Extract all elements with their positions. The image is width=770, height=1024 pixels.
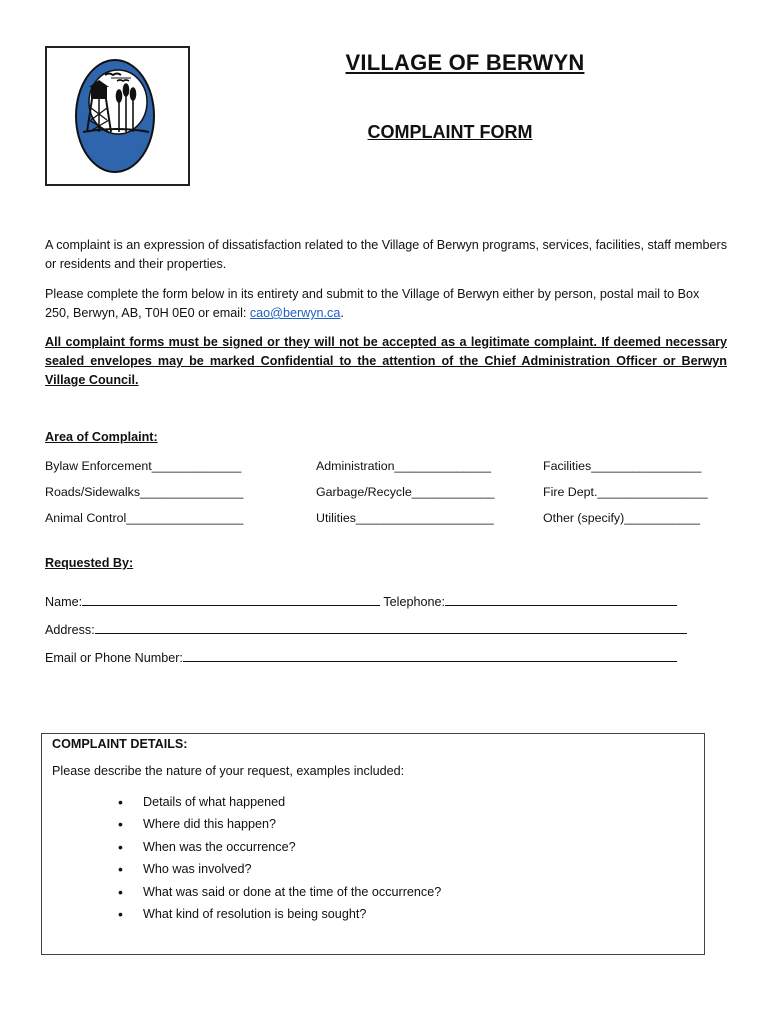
examples-list: [118, 793, 441, 927]
village-logo-icon: [47, 48, 188, 184]
option-roads-sidewalks[interactable]: Roads/Sidewalks_______________: [45, 485, 244, 499]
list-item: • Who was involved?: [118, 860, 441, 882]
list-item: • What was said or done at the time of the occurrence?: [118, 883, 441, 905]
option-bylaw-enforcement[interactable]: Bylaw Enforcement_____________: [45, 459, 242, 473]
address-field[interactable]: [95, 621, 687, 634]
option-garbage-recycle[interactable]: Garbage/Recycle____________: [316, 485, 495, 499]
option-facilities[interactable]: Facilities________________: [543, 459, 702, 473]
email-phone-row: [45, 649, 677, 665]
name-label: Name:: [45, 595, 83, 609]
list-item: • Where did this happen?: [118, 815, 441, 837]
list-item: • When was the occurrence?: [118, 838, 441, 860]
telephone-label: Telephone:: [383, 595, 445, 609]
option-utilities[interactable]: Utilities____________________: [316, 511, 494, 525]
list-item: • What kind of resolution is being sought?: [118, 905, 441, 927]
option-other-specify[interactable]: Other (specify)___________: [543, 511, 701, 525]
address-label: Address:: [45, 623, 95, 637]
submission-period: .: [340, 306, 344, 320]
submission-paragraph: [45, 285, 727, 323]
email-phone-field[interactable]: [183, 649, 677, 662]
list-item: • Details of what happened: [118, 793, 441, 815]
name-field[interactable]: [82, 593, 380, 606]
requested-by-heading: Requested By:: [45, 556, 134, 570]
signature-notice: All complaint forms must be signed or they will not be accepted as a legitimate complaint. If deemed necessary sealed envelopes may be marked Confidential to the attention of the Chief Administration Officer or Berwyn Village Council.: [45, 335, 727, 387]
complaint-details-title: COMPLAINT DETAILS:: [52, 737, 188, 751]
village-logo: [45, 46, 190, 186]
intro-paragraph: A complaint is an expression of dissatisfaction related to the Village of Berwyn programs, services, facilities, staff members or residents and their properties.: [45, 238, 728, 271]
email-phone-label: Email or Phone Number:: [45, 651, 183, 665]
option-administration[interactable]: Administration______________: [316, 459, 491, 473]
page-title: VILLAGE OF BERWYN: [345, 50, 585, 75]
name-row: [45, 593, 677, 609]
area-of-complaint-heading: Area of Complaint:: [45, 430, 158, 444]
complaint-details-intro: Please describe the nature of your request, examples included:: [52, 764, 405, 778]
telephone-field[interactable]: [445, 593, 677, 606]
option-animal-control[interactable]: Animal Control_________________: [45, 511, 244, 525]
address-row: [45, 621, 687, 637]
option-fire-dept[interactable]: Fire Dept.________________: [543, 485, 708, 499]
submission-text: Please complete the form below in its entirety and submit to the Village of Berwyn either by person, postal mail to Box 250, Berwyn, AB, T0H 0E0 or email:: [45, 287, 700, 320]
email-link[interactable]: cao@berwyn.ca: [249, 306, 341, 320]
form-subtitle: COMPLAINT FORM: [367, 122, 533, 142]
